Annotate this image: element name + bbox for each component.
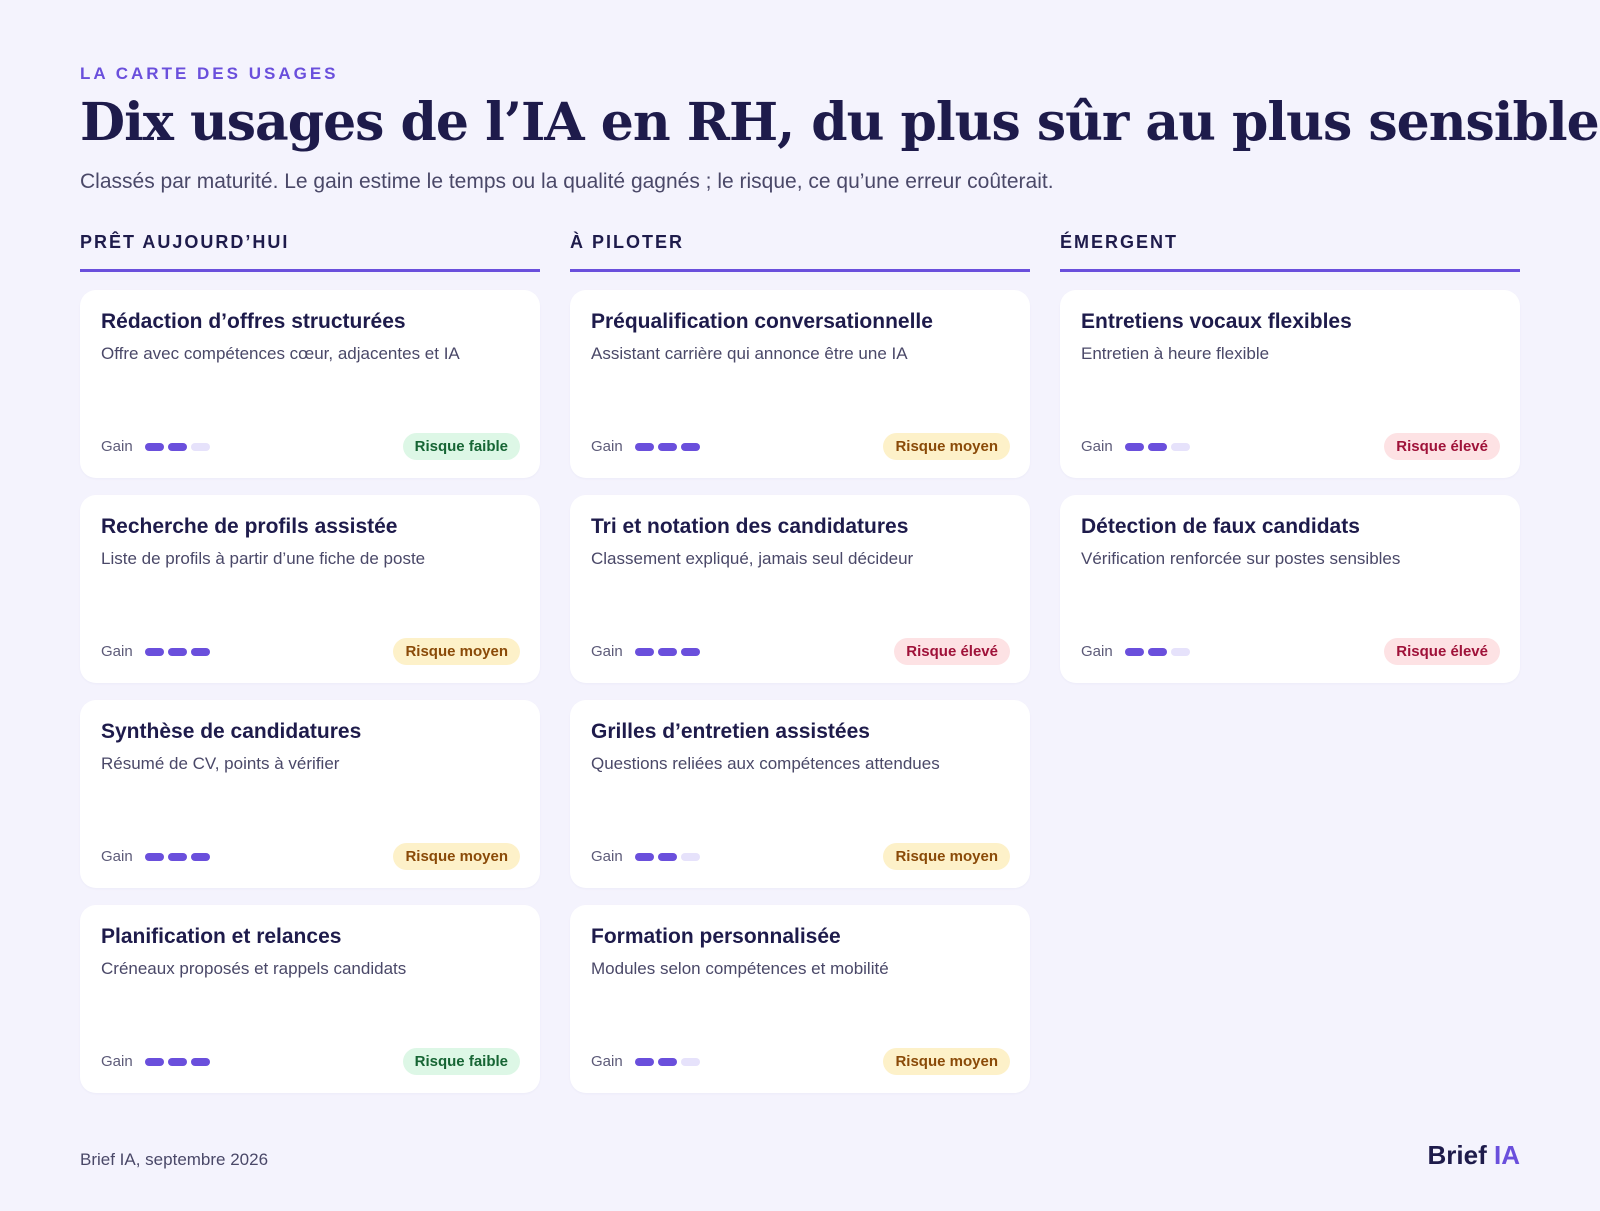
gain-dot-empty — [191, 443, 210, 451]
gain-dots — [145, 1058, 210, 1066]
risk-badge: Risque moyen — [883, 433, 1010, 460]
gain-indicator — [591, 643, 700, 660]
risk-badge: Risque moyen — [883, 843, 1010, 870]
gain-dots — [635, 443, 700, 451]
card-description: Entretien à heure flexible — [1081, 344, 1270, 363]
gain-dot-filled — [681, 443, 700, 451]
eyebrow: LA CARTE DES USAGES — [80, 64, 339, 83]
card-description: Questions reliées aux compétences attendues — [591, 754, 940, 773]
gain-dot-filled — [168, 443, 187, 451]
gain-indicator — [1081, 438, 1190, 455]
usage-card — [570, 700, 1030, 888]
gain-label: Gain — [591, 1053, 623, 1070]
gain-dot-filled — [635, 853, 654, 861]
column-heading: À PILOTER — [570, 232, 1030, 272]
column-heading: PRÊT AUJOURD’HUI — [80, 232, 540, 272]
card-title: Recherche de profils assistée — [101, 515, 398, 538]
usage-card — [80, 905, 540, 1093]
usage-card — [1060, 290, 1520, 478]
card-title: Planification et relances — [101, 925, 342, 948]
brand-accent: IA — [1494, 1140, 1520, 1170]
gain-dots — [635, 648, 700, 656]
card-description: Modules selon compétences et mobilité — [591, 959, 889, 978]
gain-dot-filled — [145, 1058, 164, 1066]
columns — [80, 232, 1520, 1110]
risk-badge: Risque faible — [403, 433, 520, 460]
gain-label: Gain — [591, 643, 623, 660]
usage-card — [1060, 495, 1520, 683]
gain-dot-filled — [658, 1058, 677, 1066]
gain-dot-empty — [1171, 443, 1190, 451]
gain-dot-filled — [1148, 443, 1167, 451]
gain-indicator — [591, 1053, 700, 1070]
gain-label: Gain — [1081, 438, 1113, 455]
gain-dot-filled — [191, 1058, 210, 1066]
gain-dot-filled — [168, 648, 187, 656]
footer-source: Brief IA, septembre 2026 — [80, 1150, 269, 1169]
risk-badge: Risque élevé — [1384, 638, 1500, 665]
card-description: Vérification renforcée sur postes sensibles — [1081, 549, 1401, 568]
card-title: Détection de faux candidats — [1081, 515, 1360, 538]
gain-label: Gain — [101, 438, 133, 455]
usage-card — [570, 905, 1030, 1093]
card-title: Synthèse de candidatures — [101, 720, 362, 743]
gain-dots — [145, 648, 210, 656]
gain-dot-filled — [145, 853, 164, 861]
gain-dot-filled — [145, 443, 164, 451]
page-title: Dix usages de l’IA en RH, du plus sûr au plus sensible — [80, 92, 1599, 153]
gain-dot-empty — [1171, 648, 1190, 656]
gain-dot-filled — [635, 648, 654, 656]
brand-main: Brief — [1427, 1140, 1487, 1170]
card-description: Assistant carrière qui annonce être une IA — [591, 344, 908, 363]
card-title: Entretiens vocaux flexibles — [1081, 310, 1352, 333]
gain-dot-filled — [145, 648, 164, 656]
risk-badge: Risque élevé — [1384, 433, 1500, 460]
usage-card — [80, 290, 540, 478]
gain-dot-filled — [168, 1058, 187, 1066]
card-description: Classement expliqué, jamais seul décideur — [591, 549, 914, 568]
gain-dot-filled — [191, 853, 210, 861]
gain-indicator — [101, 848, 210, 865]
brand-logo — [1428, 1140, 1520, 1171]
gain-dot-filled — [658, 443, 677, 451]
card-title: Grilles d’entretien assistées — [591, 720, 870, 743]
card-footer — [101, 843, 520, 870]
gain-dot-filled — [635, 443, 654, 451]
card-footer — [1081, 638, 1500, 665]
gain-dots — [635, 853, 700, 861]
card-footer — [591, 1048, 1010, 1075]
card-title: Préqualification conversationnelle — [591, 310, 933, 333]
usage-card — [570, 290, 1030, 478]
card-footer — [101, 638, 520, 665]
gain-dots — [145, 853, 210, 861]
gain-dots — [145, 443, 210, 451]
gain-indicator — [591, 438, 700, 455]
risk-badge: Risque élevé — [894, 638, 1010, 665]
gain-label: Gain — [101, 1053, 133, 1070]
gain-dot-filled — [658, 853, 677, 861]
gain-indicator — [101, 438, 210, 455]
gain-dots — [1125, 648, 1190, 656]
card-description: Résumé de CV, points à vérifier — [101, 754, 340, 773]
column-emerging — [1060, 232, 1520, 1110]
gain-label: Gain — [591, 848, 623, 865]
gain-dot-filled — [1125, 648, 1144, 656]
card-footer — [591, 843, 1010, 870]
card-title: Tri et notation des candidatures — [591, 515, 909, 538]
gain-dots — [1125, 443, 1190, 451]
card-footer — [101, 1048, 520, 1075]
gain-dot-filled — [658, 648, 677, 656]
card-footer — [101, 433, 520, 460]
card-title: Rédaction d’offres structurées — [101, 310, 406, 333]
column-heading: ÉMERGENT — [1060, 232, 1520, 272]
gain-indicator — [101, 643, 210, 660]
usage-card — [80, 700, 540, 888]
gain-label: Gain — [101, 848, 133, 865]
gain-label: Gain — [591, 438, 623, 455]
gain-dot-filled — [168, 853, 187, 861]
risk-badge: Risque faible — [403, 1048, 520, 1075]
page-subtitle: Classés par maturité. Le gain estime le temps ou la qualité gagnés ; le risque, ce qu’une erreur coûterait. — [80, 170, 1054, 193]
card-description: Créneaux proposés et rappels candidats — [101, 959, 407, 978]
gain-indicator — [1081, 643, 1190, 660]
card-description: Liste de profils à partir d’une fiche de poste — [101, 549, 426, 568]
column-ready — [80, 232, 540, 1110]
gain-dot-filled — [635, 1058, 654, 1066]
gain-dot-filled — [681, 648, 700, 656]
gain-dot-empty — [681, 1058, 700, 1066]
card-description: Offre avec compétences cœur, adjacentes et IA — [101, 344, 460, 363]
gain-indicator — [591, 848, 700, 865]
gain-dot-empty — [681, 853, 700, 861]
gain-dot-filled — [1148, 648, 1167, 656]
gain-dot-filled — [1125, 443, 1144, 451]
gain-dots — [635, 1058, 700, 1066]
risk-badge: Risque moyen — [883, 1048, 1010, 1075]
gain-dot-filled — [191, 648, 210, 656]
column-pilot — [570, 232, 1030, 1110]
risk-badge: Risque moyen — [393, 843, 520, 870]
card-footer — [591, 433, 1010, 460]
usage-card — [80, 495, 540, 683]
gain-label: Gain — [1081, 643, 1113, 660]
usage-card — [570, 495, 1030, 683]
gain-label: Gain — [101, 643, 133, 660]
card-title: Formation personnalisée — [591, 925, 841, 948]
card-footer — [591, 638, 1010, 665]
risk-badge: Risque moyen — [393, 638, 520, 665]
card-footer — [1081, 433, 1500, 460]
gain-indicator — [101, 1053, 210, 1070]
